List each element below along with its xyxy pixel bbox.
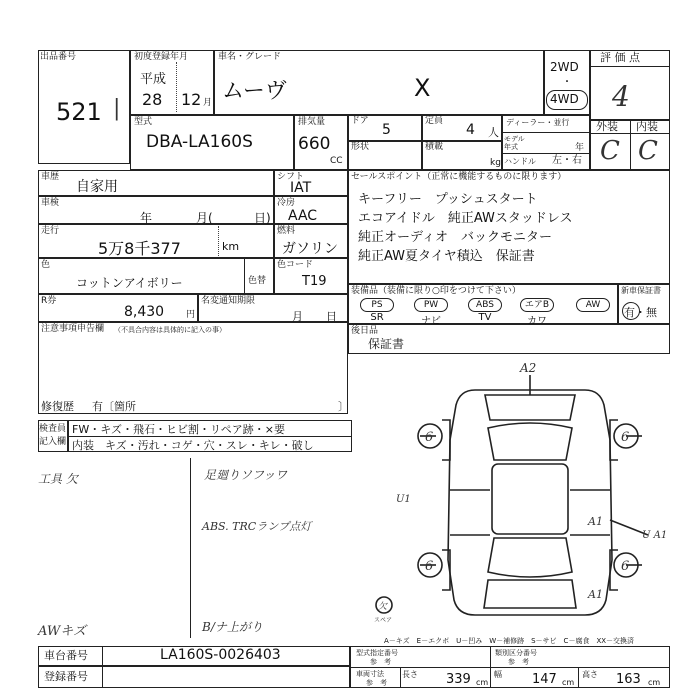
handle-label: ハンドル [504, 157, 536, 166]
model-no-label: 型式指定番号 [356, 649, 398, 657]
color-value: コットンアイボリー [76, 276, 183, 290]
drive-dot: ・ [562, 77, 572, 88]
mark-a2: A2 [520, 361, 537, 375]
recycle-box [38, 294, 198, 322]
remark-aw: AWキズ [38, 624, 86, 639]
tire-mark-rr: 6 [621, 559, 630, 574]
mark-a1-rear: A1 [588, 588, 603, 601]
warranty-month: 月 [292, 310, 303, 323]
repair-label: 修復歴 [41, 400, 74, 413]
inspector-label-2: 記入欄 [39, 437, 67, 447]
length-unit: cm [476, 678, 489, 687]
car-hood [485, 395, 575, 420]
new-warranty-value: 有・無 [624, 306, 657, 319]
warranty-label: 名変通知期限 [201, 296, 256, 306]
mark-ua1: U A1 [642, 530, 668, 541]
equip-leather: カワ [527, 316, 547, 327]
sales-line-2: エコアイドル 純正AWスタッドレス [358, 211, 573, 226]
shape-label: 形状 [351, 142, 370, 152]
exterior-label: 外装 [596, 120, 618, 133]
equipment-label: 装備品（装備に限り○印をつけて下さい） [351, 286, 521, 296]
load-label: 積載 [425, 142, 444, 152]
dim-label: 車両寸法 [356, 670, 384, 678]
km-unit: km [222, 240, 240, 253]
door-value: 5 [382, 122, 391, 138]
mark-u1: U1 [396, 494, 411, 505]
car-rear-glass [488, 538, 572, 577]
tire-mark-rl: 6 [425, 559, 434, 574]
interior-grade: C [638, 136, 658, 166]
name-grade-label: 車名・グレード [218, 52, 282, 62]
car-name: ムーヴ [222, 79, 287, 104]
model-year-label2: 年式 [504, 143, 518, 151]
equip-aw: AW [576, 298, 610, 312]
fuel-label: 燃料 [277, 226, 296, 236]
reg-label: 登録番号 [44, 670, 88, 683]
car-grade: X [414, 74, 431, 102]
color-code-label: 色コード [277, 260, 314, 270]
color-code-value: T19 [302, 274, 327, 289]
door-label: ドア [351, 116, 369, 126]
accessories-label: 後日品 [351, 326, 379, 336]
lot-number: 521 [56, 98, 102, 126]
equip-airbag: エアB [520, 298, 554, 312]
equip-abs: ABS [468, 298, 502, 312]
new-warranty-label: 新車保証書 [621, 286, 661, 295]
shift-value: IAT [290, 180, 312, 196]
repair-close: 〕 [338, 400, 349, 413]
score-label: 評 価 点 [600, 51, 640, 64]
sales-label: セールスポイント（正常に機能するものに限ります） [351, 172, 567, 182]
recycle-label: R券 [41, 296, 57, 306]
inspector-row-1: FW・キズ・飛石・ヒビ割・リペア跡・×要 [72, 423, 285, 436]
recycle-amount: 8,430 [124, 304, 165, 320]
length-value: 339 [446, 672, 471, 687]
car-windshield [488, 423, 572, 460]
shift-label: シフト [277, 172, 305, 182]
class-no-ref: 参 考 [508, 658, 529, 666]
first-reg-label: 初度登録年月 [134, 52, 189, 62]
equip-tv: TV [478, 312, 492, 323]
remark-suspension: 足廻りソフッワ [204, 468, 288, 482]
inspection-year: 年 [140, 211, 153, 225]
ac-label: 冷房 [277, 198, 296, 208]
history-label: 車歴 [41, 172, 60, 182]
equip-sr: SR [370, 312, 384, 323]
inspection-box [38, 196, 274, 224]
mileage-label: 走行 [41, 226, 60, 236]
inspector-label-1: 検査員 [39, 424, 67, 434]
year-unit: 年 [575, 143, 585, 153]
person-unit: 人 [488, 126, 499, 139]
notes-sublabel: （不具合内容は具体的に記入の事） [114, 326, 226, 334]
fuel-value: ガソリン [282, 241, 338, 257]
capacity-value: 4 [466, 122, 475, 138]
yen-unit: 円 [186, 310, 196, 320]
sales-line-1: キーフリー プッシュスタート [358, 192, 538, 207]
equip-pw: PW [414, 298, 448, 312]
remark-abs: ABS. TRCランプ点灯 [202, 520, 312, 533]
color-change-label: 色替 [248, 276, 267, 286]
capacity-label: 定員 [425, 116, 444, 126]
dim-ref: 参 考 [366, 679, 387, 687]
drive-4wd: 4WD [550, 92, 579, 106]
equip-navi: ナビ [421, 316, 441, 327]
inspection-month: 月( [196, 211, 213, 225]
height-label: 高さ [582, 670, 598, 679]
chassis-value: LA160S-0026403 [160, 647, 281, 663]
displacement-label: 排気量 [298, 117, 326, 127]
exterior-grade: C [600, 136, 620, 166]
score-value: 4 [612, 80, 630, 113]
width-label: 幅 [494, 670, 502, 679]
car-damage-diagram [374, 360, 680, 630]
model-year-label: モデル [504, 135, 525, 143]
mark-a1-side: A1 [588, 515, 603, 528]
handle-value: 左・右 [552, 155, 582, 166]
sales-line-4: 純正AW夏タイヤ積込 保証書 [358, 249, 535, 264]
warranty-day: 日 [326, 310, 337, 323]
width-unit: cm [562, 678, 575, 687]
color-label: 色 [41, 260, 51, 270]
car-trunk [484, 580, 576, 608]
displacement-value: 660 [298, 134, 331, 154]
tire-mark-fr: 6 [621, 430, 630, 445]
equip-ps: PS [360, 298, 394, 312]
repair-value: 有〔箇所 [92, 400, 136, 413]
reg-month-unit: 月 [203, 98, 213, 108]
interior-label: 内装 [636, 120, 658, 133]
dealer-label: ディーラー・並行 [506, 118, 570, 127]
drive-2wd: 2WD [550, 60, 579, 74]
era: 平成 [140, 72, 167, 87]
cc-unit: CC [330, 156, 343, 166]
inspection-day: 日) [254, 211, 271, 225]
spare-mark: 欠 [378, 602, 388, 612]
notes-label: 注意事項申告欄 [41, 324, 105, 334]
tire-mark-fl: 6 [425, 430, 434, 445]
height-value: 163 [616, 672, 641, 687]
accessories-value: 保証書 [368, 337, 405, 351]
damage-legend: A－キズ E－エクボ U－凹み W－補修跡 S－サビ C－腐食 XX－交換済 [384, 637, 635, 645]
remark-brake: B/ナ上がり [202, 620, 263, 634]
remarks-divider [190, 458, 191, 638]
notes-box [38, 322, 348, 414]
car-roof [492, 464, 568, 534]
remark-tools: 工具 欠 [38, 472, 78, 486]
inspection-label: 車検 [41, 198, 60, 208]
width-value: 147 [532, 672, 557, 687]
ac-value: AAC [288, 208, 318, 224]
reg-month: 12 [181, 90, 202, 109]
chassis-label: 車台番号 [44, 649, 88, 662]
length-label: 長さ [402, 670, 418, 679]
model-label: 型式 [134, 117, 153, 127]
history-value: 自家用 [76, 179, 118, 195]
mileage-value: 5万8千377 [98, 239, 181, 258]
history-box [38, 170, 274, 196]
spare-label: スペア [374, 617, 393, 624]
sales-line-3: 純正オーディオ バックモニター [358, 230, 552, 245]
reg-year: 28 [142, 90, 163, 109]
model-value: DBA-LA160S [146, 132, 253, 152]
model-no-ref: 参 考 [370, 658, 391, 666]
lot-label: 出品番号 [40, 52, 77, 62]
inspector-row-2: 内装 キズ・汚れ・コゲ・穴・スレ・キレ・破し [72, 439, 314, 452]
lot-mark: | [113, 96, 121, 121]
class-no-label: 類別区分番号 [495, 649, 537, 657]
height-unit: cm [648, 678, 661, 687]
kg-unit: kg [490, 158, 501, 168]
